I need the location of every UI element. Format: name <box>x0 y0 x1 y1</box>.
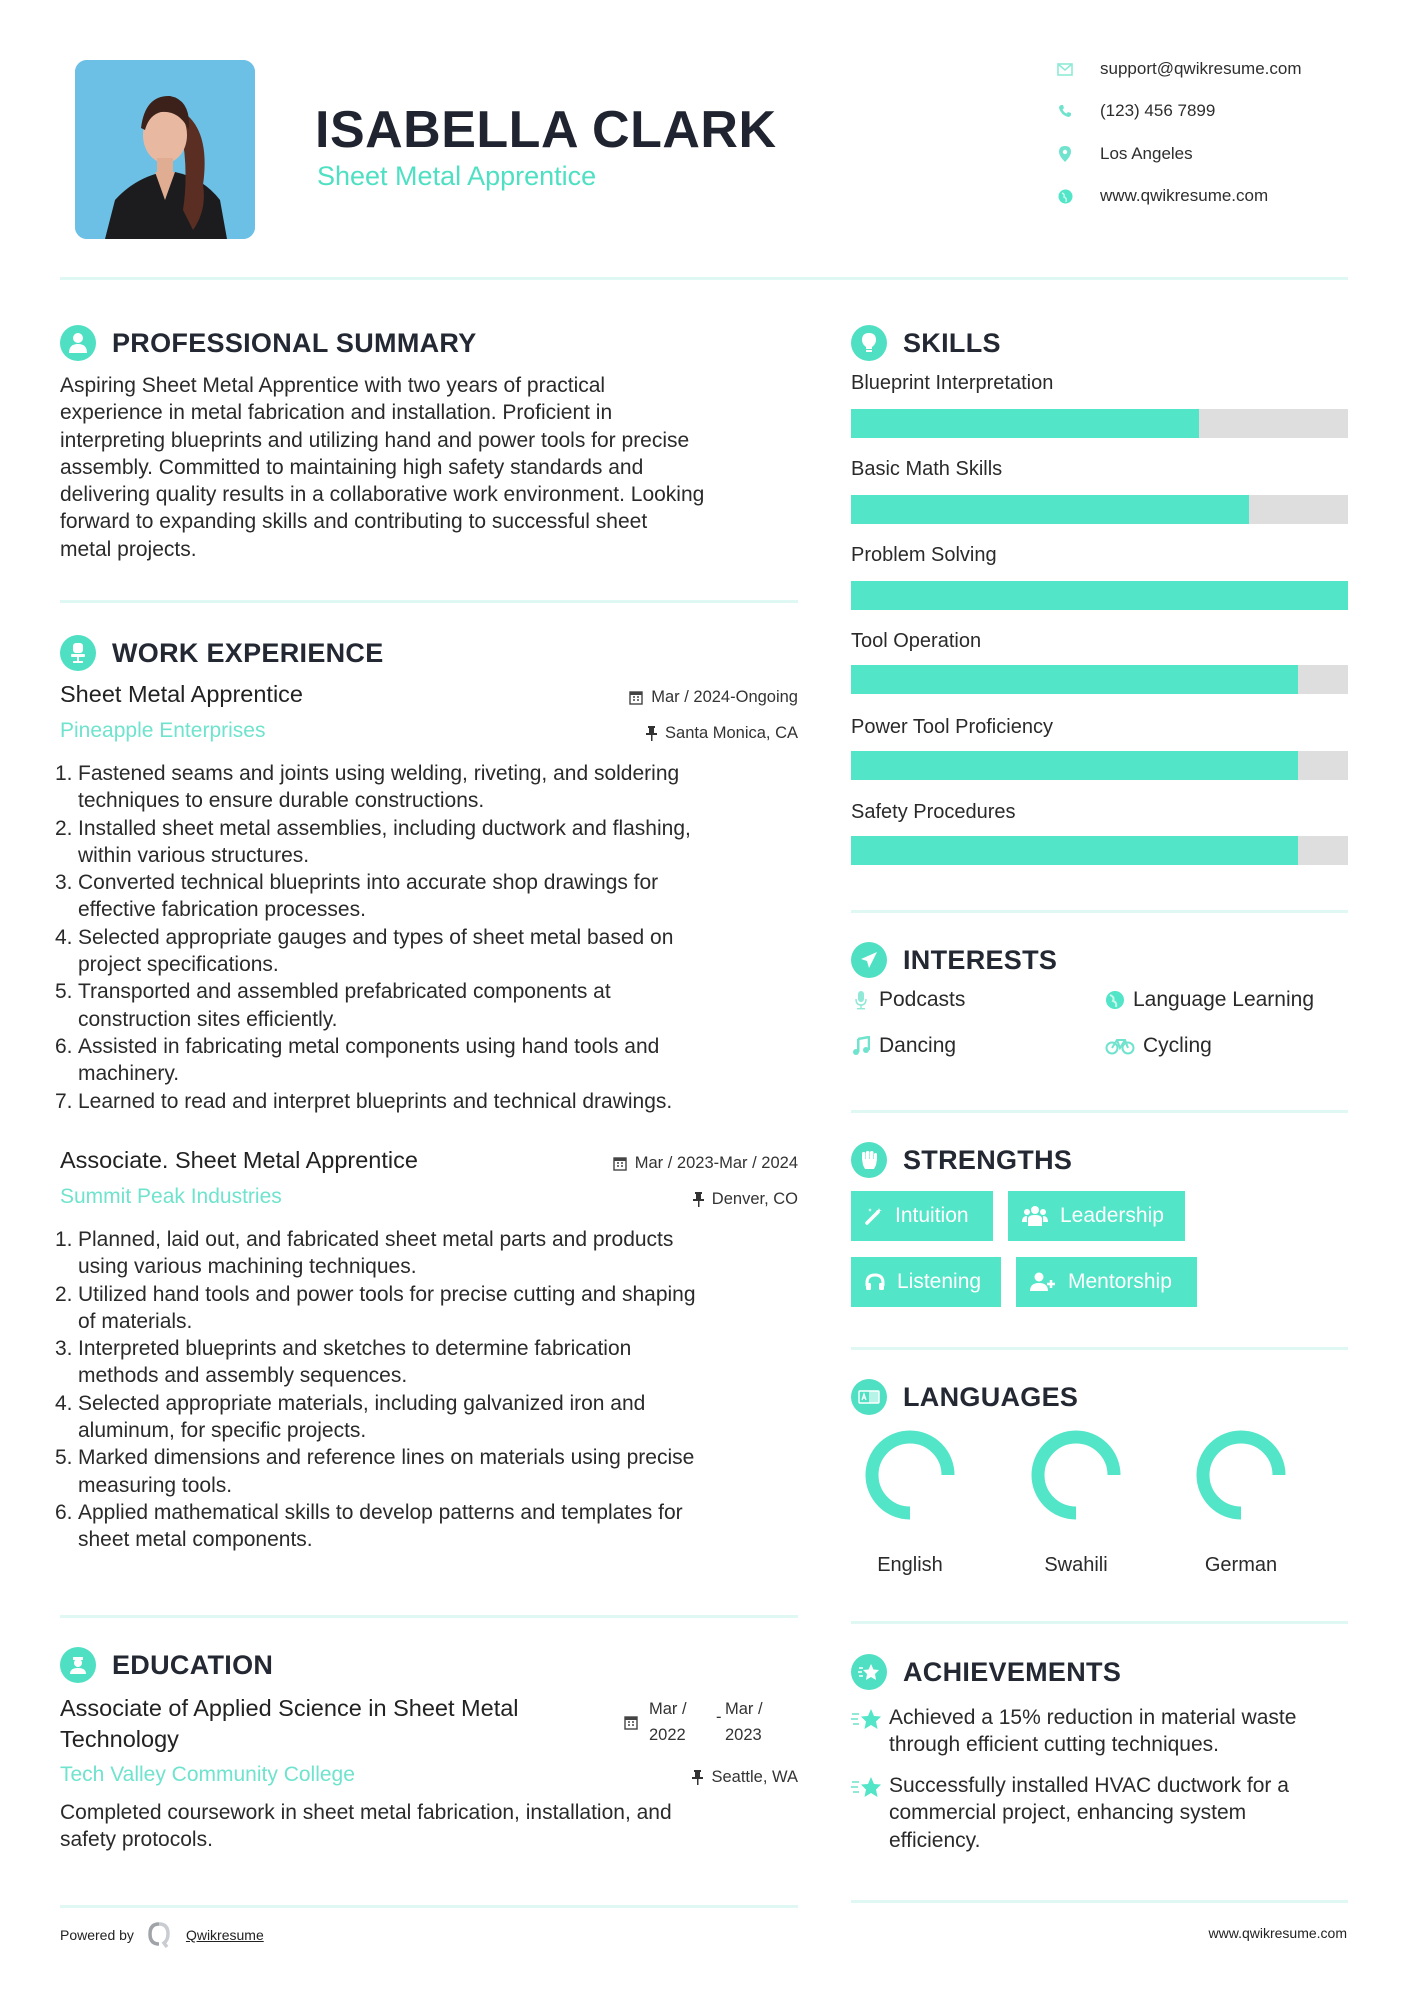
powered-by <box>60 1922 264 1948</box>
summary-line: experience in metal fabrication and installation. Proficient in <box>60 401 613 425</box>
interest-item <box>1105 1034 1212 1058</box>
job-role: Associate. Sheet Metal Apprentice <box>60 1147 418 1173</box>
strength-label: Intuition <box>895 1204 969 1227</box>
education-header <box>60 1645 273 1685</box>
magic-wand-icon <box>865 1207 883 1225</box>
list-item: 4. Selected appropriate gauges and types of sheet metal based on project specifications. <box>55 925 674 977</box>
language-item <box>850 1425 970 1577</box>
achievement-item <box>851 1704 1351 1759</box>
skill-label: Tool Operation <box>851 630 982 652</box>
achievement-text: Achieved a 15% reduction in material waste through efficient cutting techniques. <box>889 1706 1297 1757</box>
achievement-item <box>851 1772 1351 1854</box>
list-item: 1. Fastened seams and joints using welding, riveting, and soldering techniques to ensure durable constructions. <box>55 762 680 813</box>
interests-title: INTERESTS <box>903 944 1058 975</box>
language-item <box>1016 1425 1136 1577</box>
strength-label: Listening <box>897 1270 982 1293</box>
education-start: Mar / 2022 <box>649 1700 687 1744</box>
list-item: 2. Utilized hand tools and power tools for precise cutting and shaping of materials. <box>55 1282 696 1333</box>
map-marker-icon <box>1056 145 1074 163</box>
profile-photo <box>75 60 255 239</box>
skill-label: Blueprint Interpretation <box>851 372 1054 394</box>
list-item: 1. Planned, laid out, and fabricated sheet metal parts and products using various machining techniques. <box>55 1228 674 1279</box>
list-item: 5. Transported and assembled prefabricated components at construction sites efficiently. <box>55 980 611 1031</box>
education-location <box>450 1768 798 1787</box>
skill-label: Problem Solving <box>851 544 997 566</box>
list-item: 6. Assisted in fabricating metal components using hand tools and machinery. <box>55 1034 660 1086</box>
job-role: Sheet Metal Apprentice <box>60 681 303 707</box>
music-icon <box>851 1036 871 1056</box>
interest-item <box>851 988 965 1012</box>
education-end: Mar / 2023 <box>725 1700 763 1744</box>
job-company: Pineapple Enterprises <box>60 719 266 742</box>
star-icon <box>851 1654 887 1690</box>
languages-header <box>851 1377 1078 1417</box>
language-item <box>1181 1425 1301 1577</box>
education-description: Completed coursework in sheet metal fabrication, installation, and safety protocols. <box>60 1801 672 1852</box>
contact-location <box>1056 142 1356 166</box>
language-progress-ring <box>1016 1425 1136 1525</box>
language-icon <box>851 1379 887 1415</box>
globe-icon <box>1056 187 1074 205</box>
education-location-text: Seattle, WA <box>711 1768 798 1786</box>
summary-text <box>60 372 800 563</box>
interest-item <box>851 1034 956 1058</box>
strength-badge <box>851 1191 993 1241</box>
degree-line: Associate of Applied Science in Sheet Metal <box>60 1695 519 1721</box>
job-location-text: Denver, CO <box>711 1190 798 1208</box>
summary-title: PROFESSIONAL SUMMARY <box>112 327 477 358</box>
lightbulb-icon <box>851 325 887 361</box>
candidate-title: Sheet Metal Apprentice <box>317 161 597 191</box>
qwikresume-link[interactable]: Qwikresume <box>185 1927 264 1943</box>
strength-label: Leadership <box>1060 1204 1164 1227</box>
summary-line: forward to expanding skills and contributing to successful sheet <box>60 510 648 534</box>
skill-bar-fill <box>851 495 1249 524</box>
graduate-icon <box>60 1647 96 1683</box>
achievements-title: ACHIEVEMENTS <box>903 1656 1122 1687</box>
person-photo-icon <box>75 60 255 239</box>
languages-divider <box>851 1621 1348 1624</box>
skill-bar <box>851 751 1348 780</box>
footer-website[interactable]: www.qwikresume.com <box>1208 1925 1347 1941</box>
job-location <box>450 724 798 743</box>
pushpin-icon <box>692 1770 703 1785</box>
calendar-icon <box>629 690 643 705</box>
interests-divider <box>851 1110 1348 1113</box>
experience-divider <box>60 1615 798 1618</box>
summary-line: metal projects. <box>60 537 197 561</box>
candidate-name: ISABELLA CLARK <box>315 101 777 159</box>
shooting-star-icon <box>851 1704 889 1759</box>
powered-by-label: Powered by <box>60 1927 134 1943</box>
interest-label: Language Learning <box>1133 988 1315 1011</box>
skill-bar <box>851 409 1348 438</box>
strengths-divider <box>851 1347 1348 1350</box>
education-dates <box>624 1696 799 1752</box>
strength-badge <box>1008 1191 1185 1241</box>
qwikresume-logo-icon <box>148 1922 170 1948</box>
contact-phone-text: (123) 456 7899 <box>1100 101 1216 120</box>
interest-label: Dancing <box>879 1034 957 1057</box>
summary-line: assembly. Committed to maintaining high safety standards and <box>60 455 644 479</box>
contact-website-text: www.qwikresume.com <box>1100 186 1269 205</box>
language-label: Swahili <box>1044 1554 1108 1576</box>
job-dates-text: Mar / 2023-Mar / 2024 <box>634 1154 798 1172</box>
job-location-text: Santa Monica, CA <box>665 724 798 742</box>
contact-email[interactable] <box>1056 57 1356 81</box>
job-bullets <box>55 1226 800 1554</box>
skill-label: Basic Math Skills <box>851 458 1003 480</box>
language-label: English <box>877 1554 943 1576</box>
skill-label: Safety Procedures <box>851 801 1016 823</box>
strength-label: Mentorship <box>1068 1270 1172 1293</box>
skills-divider <box>851 910 1348 913</box>
summary-line: interpreting blueprints and utilizing hand and power tools for precise <box>60 428 690 452</box>
list-item: 5. Marked dimensions and reference lines on materials using precise measuring tools. <box>55 1446 695 1497</box>
footer-divider-left <box>60 1905 798 1908</box>
skill-bar-fill <box>851 409 1199 438</box>
job-dates <box>450 1154 798 1173</box>
envelope-icon <box>1056 60 1074 78</box>
education-title: EDUCATION <box>112 1649 274 1680</box>
degree-line: Technology <box>60 1726 179 1752</box>
fist-icon <box>851 1142 887 1178</box>
strength-badge <box>1016 1257 1197 1307</box>
strengths-title: STRENGTHS <box>903 1144 1073 1175</box>
contact-location-text: Los Angeles <box>1100 144 1193 163</box>
pushpin-icon <box>646 726 657 741</box>
language-progress-ring <box>850 1425 970 1525</box>
degree-title <box>60 1693 519 1755</box>
users-icon <box>1022 1205 1048 1227</box>
summary-line: Aspiring Sheet Metal Apprentice with two years of practical <box>60 374 606 397</box>
contact-website[interactable] <box>1056 184 1356 208</box>
strength-badge <box>851 1257 1001 1307</box>
skill-bar-fill <box>851 836 1298 865</box>
interest-item <box>1105 988 1314 1012</box>
header-divider <box>60 277 1348 280</box>
skill-bar <box>851 836 1348 865</box>
chair-icon <box>60 635 96 671</box>
school-name: Tech Valley Community College <box>60 1763 355 1786</box>
list-item: 2. Installed sheet metal assemblies, including ductwork and flashing, within various structures. <box>55 816 691 867</box>
calendar-icon <box>613 1156 627 1171</box>
skills-title: SKILLS <box>903 327 1001 358</box>
achievements-header <box>851 1652 1121 1692</box>
shooting-star-icon <box>851 1772 889 1854</box>
date-separator: - <box>716 1708 722 1726</box>
pushpin-icon <box>693 1192 704 1207</box>
achievement-text: Successfully installed HVAC ductwork for a commercial project, enhancing system efficiency. <box>889 1774 1289 1852</box>
job-company: Summit Peak Industries <box>60 1185 282 1208</box>
list-item: 3. Converted technical blueprints into accurate shop drawings for effective fabrication processes. <box>55 871 659 922</box>
contact-phone[interactable] <box>1056 99 1356 123</box>
interest-label: Podcasts <box>879 988 966 1011</box>
skills-header <box>851 323 1001 363</box>
summary-header <box>60 323 477 363</box>
list-item: 6. Applied mathematical skills to develop patterns and templates for sheet metal components. <box>55 1500 683 1552</box>
skill-bar <box>851 581 1348 610</box>
calendar-icon <box>624 1712 638 1738</box>
strengths-header <box>851 1140 1072 1180</box>
language-progress-ring <box>1181 1425 1301 1525</box>
skill-bar <box>851 665 1348 694</box>
globe-icon <box>1105 990 1125 1010</box>
job-dates-text: Mar / 2024-Ongoing <box>651 688 798 706</box>
list-item: 7. Learned to read and interpret blueprints and technical drawings. <box>55 1089 673 1113</box>
language-label: German <box>1204 1554 1278 1576</box>
skill-bar <box>851 495 1348 524</box>
contact-email-text: support@qwikresume.com <box>1100 59 1302 78</box>
job-location <box>450 1190 798 1209</box>
list-item: 4. Selected appropriate materials, including galvanized iron and aluminum, for specific projects. <box>55 1391 646 1443</box>
paper-plane-icon <box>851 942 887 978</box>
summary-divider <box>60 600 798 603</box>
job-dates <box>450 688 798 707</box>
phone-icon <box>1056 102 1074 120</box>
headphones-icon <box>865 1273 885 1291</box>
bicycle-icon <box>1105 1037 1135 1055</box>
skill-bar-fill <box>851 665 1298 694</box>
interests-header <box>851 940 1057 980</box>
job-bullets <box>55 760 800 1115</box>
footer-divider-right <box>851 1900 1348 1903</box>
skill-bar-fill <box>851 581 1348 610</box>
user-icon <box>60 325 96 361</box>
languages-title: LANGUAGES <box>903 1381 1079 1412</box>
summary-line: delivering quality results in a collaborative work environment. Looking <box>60 483 705 507</box>
interest-label: Cycling <box>1143 1034 1212 1057</box>
experience-header <box>60 633 384 673</box>
skill-bar-fill <box>851 751 1298 780</box>
microphone-icon <box>851 990 871 1010</box>
user-plus-icon <box>1030 1272 1056 1292</box>
list-item: 3. Interpreted blueprints and sketches to determine fabrication methods and assembly sequences. <box>55 1337 632 1388</box>
experience-title: WORK EXPERIENCE <box>112 637 384 668</box>
skill-label: Power Tool Proficiency <box>851 716 1053 738</box>
